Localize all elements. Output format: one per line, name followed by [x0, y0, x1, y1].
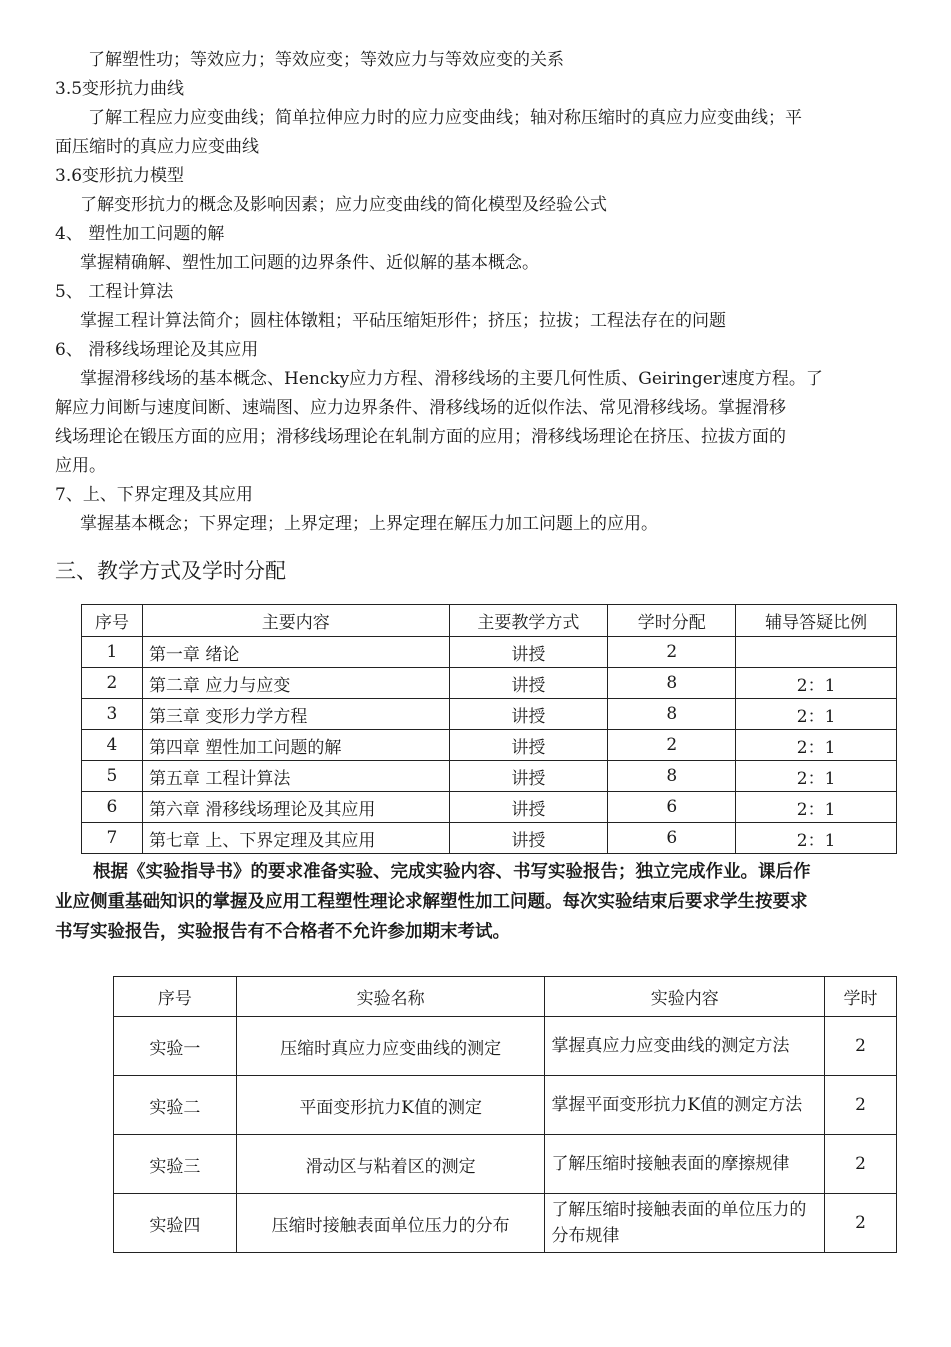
- table-cell: 讲授: [449, 637, 608, 668]
- table-cell: 8: [608, 699, 736, 730]
- table-cell: 掌握平面变形抗力K值的测定方法: [545, 1076, 825, 1135]
- table-cell: 压缩时真应力应变曲线的测定: [236, 1017, 545, 1076]
- table-cell: 第七章 上、下界定理及其应用: [142, 823, 449, 854]
- table-cell: 讲授: [449, 730, 608, 761]
- header-cell: 学时: [825, 977, 897, 1017]
- table-cell: 第六章 滑移线场理论及其应用: [142, 792, 449, 823]
- table-row: [82, 730, 897, 761]
- header-cell: 序号: [82, 605, 143, 637]
- text-line: 应用。: [55, 456, 106, 476]
- table-row: [114, 1194, 897, 1253]
- table-cell: 2: [825, 1017, 897, 1076]
- requirements-paragraph-line: 根据《实验指导书》的要求准备实验、完成实验内容、书写实验报告；独立完成作业。课后作: [93, 862, 811, 882]
- requirements-paragraph-line: 业应侧重基础知识的掌握及应用工程塑性理论求解塑性加工问题。每次实验结束后要求学生按要求: [55, 892, 808, 912]
- table-cell: 7: [82, 823, 143, 854]
- table-header-row: [114, 977, 897, 1017]
- table-cell: 2: [82, 668, 143, 699]
- table-cell: 第四章 塑性加工问题的解: [142, 730, 449, 761]
- header-cell: 主要教学方式: [449, 605, 608, 637]
- table-cell: 平面变形抗力K值的测定: [236, 1076, 545, 1135]
- text-line: 掌握工程计算法简介；圆柱体镦粗；平砧压缩矩形件；挤压；拉拔；工程法存在的问题: [80, 311, 726, 331]
- text-line: 了解塑性功；等效应力；等效应变；等效应力与等效应变的关系: [88, 50, 564, 70]
- table-cell: 4: [82, 730, 143, 761]
- table-cell: 2: [608, 730, 736, 761]
- table-cell: 2：1: [736, 699, 897, 730]
- header-cell: 主要内容: [142, 605, 449, 637]
- table-cell: 压缩时接触表面单位压力的分布: [236, 1194, 545, 1253]
- table-cell: 讲授: [449, 668, 608, 699]
- section-heading: 三、教学方式及学时分配: [55, 559, 286, 583]
- table-cell: 实验三: [114, 1135, 237, 1194]
- table-cell: 2：1: [736, 823, 897, 854]
- text-line: 了解工程应力应变曲线；简单拉伸应力时的应力应变曲线；轴对称压缩时的真应力应变曲线；平: [88, 108, 802, 128]
- table-cell: 实验一: [114, 1017, 237, 1076]
- section-title: 4、 塑性加工问题的解: [55, 224, 225, 244]
- table-cell: 第二章 应力与应变: [142, 668, 449, 699]
- table-row: [82, 792, 897, 823]
- header-cell: 学时分配: [608, 605, 736, 637]
- table-cell: 3: [82, 699, 143, 730]
- text-line: 面压缩时的真应力应变曲线: [55, 137, 259, 157]
- table-row: [114, 1017, 897, 1076]
- text-line: 了解变形抗力的概念及影响因素；应力应变曲线的简化模型及经验公式: [80, 195, 607, 215]
- table-cell: [736, 637, 897, 668]
- table-row: [82, 699, 897, 730]
- table-cell: 5: [82, 761, 143, 792]
- table-cell: 2: [608, 637, 736, 668]
- table-cell: 实验二: [114, 1076, 237, 1135]
- header-cell: 实验内容: [545, 977, 825, 1017]
- table-cell: 第三章 变形力学方程: [142, 699, 449, 730]
- table-header-row: [82, 605, 897, 637]
- teaching-schedule-table: [81, 604, 897, 854]
- table-cell: 2：1: [736, 730, 897, 761]
- table-cell: 2：1: [736, 668, 897, 699]
- header-cell: 辅导答疑比例: [736, 605, 897, 637]
- table-row: [82, 668, 897, 699]
- table-cell: 讲授: [449, 761, 608, 792]
- table-cell: 2: [825, 1076, 897, 1135]
- table-cell: 第一章 绪论: [142, 637, 449, 668]
- table-cell: 实验四: [114, 1194, 237, 1253]
- text-line: 解应力间断与速度间断、速端图、应力边界条件、滑移线场的近似作法、常见滑移线场。掌握滑移: [55, 398, 786, 418]
- table-row: [82, 637, 897, 668]
- section-title: 5、 工程计算法: [55, 282, 174, 302]
- table-cell: 6: [608, 823, 736, 854]
- table-cell: 2: [825, 1194, 897, 1253]
- text-line: 掌握精确解、塑性加工问题的边界条件、近似解的基本概念。: [80, 253, 539, 273]
- text-line: 线场理论在锻压方面的应用；滑移线场理论在轧制方面的应用；滑移线场理论在挤压、拉拔方面的: [55, 427, 786, 447]
- table-cell: 6: [82, 792, 143, 823]
- table-row: [82, 761, 897, 792]
- table-row: [82, 823, 897, 854]
- table-cell: 第五章 工程计算法: [142, 761, 449, 792]
- table-cell: 2：1: [736, 792, 897, 823]
- table-cell: 讲授: [449, 792, 608, 823]
- text-line: 掌握滑移线场的基本概念、Hencky应力方程、滑移线场的主要几何性质、Geiringer速度方程。了: [80, 369, 823, 389]
- table-cell: 8: [608, 668, 736, 699]
- experiment-table: [113, 976, 897, 1253]
- table-cell: 2: [825, 1135, 897, 1194]
- section-title: 6、 滑移线场理论及其应用: [55, 340, 259, 360]
- subsection-title: 3.6变形抗力模型: [55, 166, 185, 186]
- table-cell: 掌握真应力应变曲线的测定方法: [545, 1017, 825, 1076]
- header-cell: 序号: [114, 977, 237, 1017]
- header-cell: 实验名称: [236, 977, 545, 1017]
- table-row: [114, 1135, 897, 1194]
- table-cell: 讲授: [449, 699, 608, 730]
- table-cell: 8: [608, 761, 736, 792]
- section-title: 7、上、下界定理及其应用: [55, 485, 253, 505]
- text-line: 掌握基本概念；下界定理；上界定理；上界定理在解压力加工问题上的应用。: [80, 514, 658, 534]
- table-cell: 6: [608, 792, 736, 823]
- subsection-title: 3.5变形抗力曲线: [55, 79, 185, 99]
- table-row: [114, 1076, 897, 1135]
- table-cell: 了解压缩时接触表面的单位压力的分布规律: [545, 1194, 825, 1253]
- table-cell: 2：1: [736, 761, 897, 792]
- table-cell: 了解压缩时接触表面的摩擦规律: [545, 1135, 825, 1194]
- table-cell: 讲授: [449, 823, 608, 854]
- requirements-paragraph-line: 书写实验报告，实验报告有不合格者不允许参加期末考试。: [55, 922, 510, 942]
- table-cell: 1: [82, 637, 143, 668]
- table-cell: 滑动区与粘着区的测定: [236, 1135, 545, 1194]
